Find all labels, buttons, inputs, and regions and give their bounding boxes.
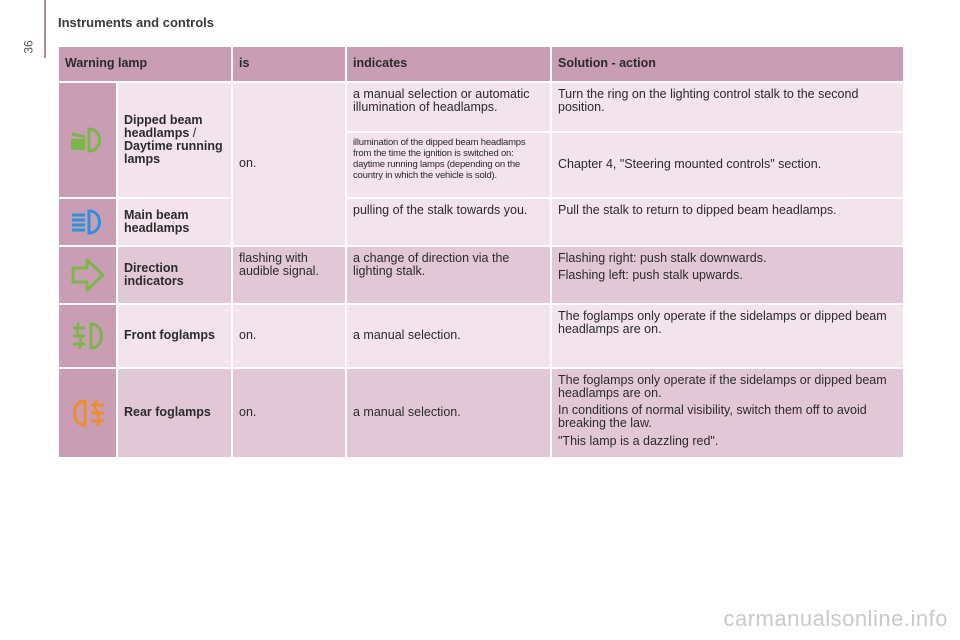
action-front-fog: The foglamps only operate if the sidelamps or dipped beam headlamps are on. [551, 304, 904, 368]
table-row-direction [58, 246, 904, 304]
main-beam-icon [67, 207, 109, 237]
rear-foglamp-icon [67, 396, 109, 430]
action-direction: Flashing right: push stalk downwards. Flashing left: push stalk upwards. [551, 246, 904, 304]
lamp-name-rear-fog: Rear foglamps [117, 368, 232, 458]
icon-cell [58, 198, 117, 246]
front-foglamp-icon [67, 319, 109, 353]
header-indicates: indicates [346, 46, 551, 82]
header-warning-lamp: Warning lamp [58, 46, 232, 82]
state-direction: flashing with audible signal. [232, 246, 346, 304]
indicates-daytime-running: illumination of the dipped beam headlamps from the time the ignition is switched on: daytime running lamps (depending on the country in which the vehicle is sold). [346, 132, 551, 198]
action-dipped-ring: Turn the ring on the lighting control stalk to the second position. [551, 82, 904, 132]
table-header-row [58, 46, 904, 82]
direction-indicator-icon [67, 255, 109, 295]
action-steering-chapter: Chapter 4, "Steering mounted controls" section. [551, 132, 904, 198]
warning-lamp-table [57, 45, 905, 459]
page-number: 36 [21, 40, 36, 54]
table-row-front-fog [58, 304, 904, 368]
icon-cell [58, 82, 117, 198]
indicates-main-beam: pulling of the stalk towards you. [346, 198, 551, 246]
indicates-dipped-manual: a manual selection or automatic illumination of headlamps. [346, 82, 551, 132]
dipped-beam-icon [67, 125, 109, 155]
header-solution-action: Solution - action [551, 46, 904, 82]
lamp-name-front-fog: Front foglamps [117, 304, 232, 368]
table-row-main-beam [58, 198, 904, 246]
indicates-direction: a change of direction via the lighting stalk. [346, 246, 551, 304]
action-main-beam: Pull the stalk to return to dipped beam headlamps. [551, 198, 904, 246]
icon-cell [58, 304, 117, 368]
icon-cell [58, 246, 117, 304]
state-dipped-main: on. [232, 82, 346, 246]
icon-cell [58, 368, 117, 458]
left-margin-rule [44, 0, 46, 58]
indicates-rear-fog: a manual selection. [346, 368, 551, 458]
header-is: is [232, 46, 346, 82]
lamp-name-direction: Direction indicators [117, 246, 232, 304]
table-row-dipped-beam [58, 82, 904, 132]
table-row-rear-fog [58, 368, 904, 458]
state-front-fog: on. [232, 304, 346, 368]
watermark: carmanualsonline.info [723, 606, 948, 631]
lamp-name-main-beam: Main beam headlamps [117, 198, 232, 246]
state-rear-fog: on. [232, 368, 346, 458]
action-rear-fog: The foglamps only operate if the sidelamps or dipped beam headlamps are on. In conditions of normal visibility, switch them off to avoid breaking the law. "This lamp is a dazzling red". [551, 368, 904, 458]
lamp-name-dipped-beam: Dipped beam headlamps / Daytime running lamps [117, 82, 232, 198]
section-title: Instruments and controls [58, 15, 215, 30]
indicates-front-fog: a manual selection. [346, 304, 551, 368]
